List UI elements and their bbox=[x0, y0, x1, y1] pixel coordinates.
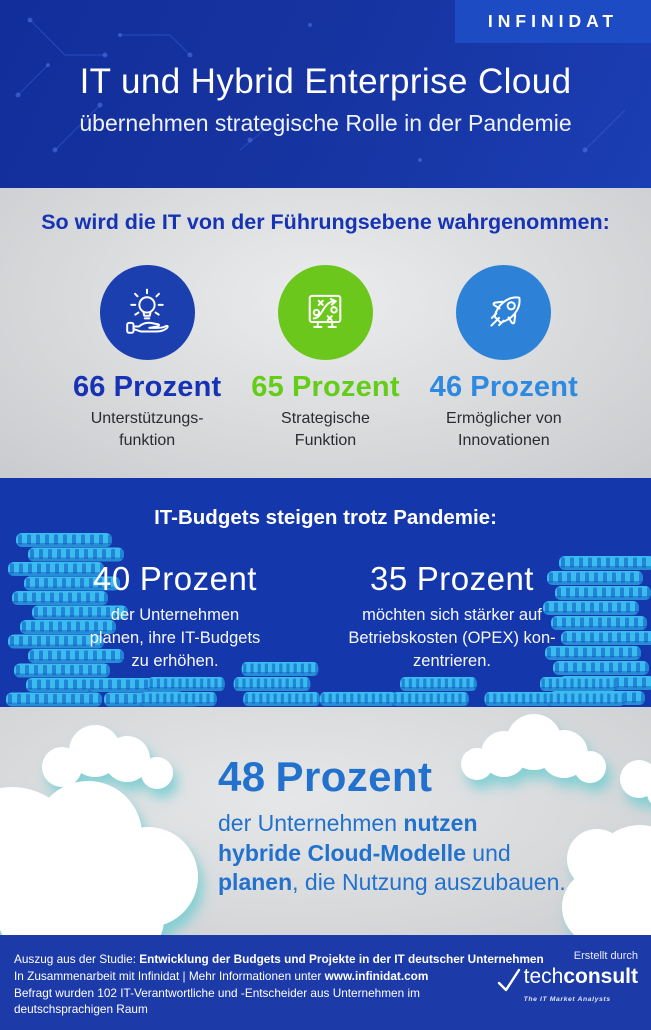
techconsult-tech: tech bbox=[523, 965, 564, 988]
innovation-stat bbox=[415, 371, 593, 404]
strategy-stat-label bbox=[236, 408, 414, 451]
budget-stat-increase-text bbox=[55, 604, 295, 673]
infinidat-url-link[interactable]: www.infinidat.com bbox=[324, 968, 429, 983]
hybrid-cloud-unit: Prozent bbox=[275, 753, 433, 800]
footer-line-sample1: Befragt wurden 102 IT-Verantwortliche und -Entscheider aus Unternehmen im bbox=[14, 985, 420, 1000]
support-stat-value: 66 bbox=[72, 371, 106, 403]
footer-line-cooperation bbox=[14, 968, 544, 985]
infinidat-logo-text: INFINIDAT bbox=[487, 11, 619, 31]
strategy-label-line1: Strategische bbox=[281, 410, 370, 427]
hybrid-cloud-stat bbox=[218, 753, 566, 898]
hybrid-cloud-line2 bbox=[218, 839, 566, 869]
hybrid-cloud-stat-value bbox=[218, 753, 566, 801]
footer-study-info bbox=[14, 951, 544, 1018]
study-prefix: Auszug aus der Studie: bbox=[14, 952, 140, 966]
perception-item-support bbox=[58, 265, 236, 451]
hybrid-cloud-line2-bold: hybride Cloud-Modelle bbox=[218, 839, 466, 866]
techconsult-wordmark bbox=[524, 967, 638, 1010]
hybrid-cloud-number: 48 bbox=[218, 753, 266, 800]
footer-line-sample2: deutschsprachigen Raum bbox=[14, 1002, 148, 1017]
infinidat-logo bbox=[455, 0, 651, 43]
hybrid-cloud-line3-bold: planen bbox=[218, 869, 293, 895]
cloud-bottom-left bbox=[0, 781, 198, 935]
budget-opex-line1: möchten sich stärker auf bbox=[362, 606, 542, 624]
perception-columns bbox=[58, 265, 593, 451]
cloud-puff-right bbox=[620, 760, 651, 808]
budget-stat-opex-text bbox=[328, 604, 576, 673]
budget-stat-opex-value bbox=[328, 560, 576, 598]
hybrid-cloud-line3 bbox=[218, 868, 566, 898]
innovation-stat-label bbox=[415, 408, 593, 451]
strategy-icon-circle bbox=[278, 265, 373, 360]
footer-credit bbox=[497, 950, 638, 1010]
budget-section bbox=[0, 478, 651, 707]
budget-opex-line2: Betriebskosten (OPEX) kon- bbox=[348, 629, 556, 647]
footer bbox=[0, 935, 651, 1030]
support-stat-unit: Prozent bbox=[113, 371, 222, 403]
budget-increase-number: 40 bbox=[93, 560, 131, 597]
header bbox=[0, 0, 651, 188]
hybrid-cloud-line3-regular: , die Nutzung auszubauen. bbox=[292, 869, 566, 895]
budget-opex-number: 35 bbox=[370, 560, 408, 597]
innovation-label-line2: Innovationen bbox=[458, 431, 550, 449]
budget-increase-line3: zu erhöhen. bbox=[131, 652, 219, 670]
techconsult-tagline: The IT Market Analysts bbox=[523, 996, 611, 1003]
strategy-stat-unit: Prozent bbox=[291, 371, 400, 403]
support-icon-circle bbox=[100, 265, 195, 360]
cloud-bottom-right bbox=[562, 825, 651, 935]
support-stat bbox=[58, 371, 236, 404]
perception-item-strategy bbox=[236, 265, 414, 451]
perception-heading: So wird die IT von der Führungsebene wahrgenommen: bbox=[41, 210, 610, 234]
innovation-label-line1: Ermöglicher von bbox=[446, 410, 562, 427]
cloud-top-left bbox=[42, 725, 173, 789]
coop-prefix: In Zusammenarbeit mit Infinidat | Mehr Informationen unter bbox=[14, 968, 325, 983]
budget-increase-line2: planen, ihre IT-Budgets bbox=[89, 629, 261, 647]
hybrid-cloud-line1-regular: der Unternehmen bbox=[218, 810, 404, 836]
budget-increase-unit: Prozent bbox=[139, 560, 257, 597]
budget-opex-line3: zentrieren. bbox=[413, 652, 491, 670]
budget-stat-increase bbox=[55, 560, 295, 673]
innovation-stat-value: 46 bbox=[429, 371, 463, 403]
strategy-board-icon bbox=[298, 286, 352, 340]
budget-heading: IT-Budgets steigen trotz Pandemie: bbox=[154, 506, 497, 529]
support-stat-label bbox=[58, 408, 236, 451]
page-title: IT und Hybrid Enterprise Cloud bbox=[79, 62, 572, 101]
perception-section bbox=[0, 188, 651, 478]
support-label-line2: funktion bbox=[119, 431, 176, 449]
lightbulb-hand-icon bbox=[120, 286, 174, 340]
hybrid-cloud-line1 bbox=[218, 809, 566, 839]
budget-stat-increase-value bbox=[55, 560, 295, 598]
page-subtitle: übernehmen strategische Rolle in der Pandemie bbox=[79, 110, 572, 136]
strategy-stat bbox=[236, 371, 414, 404]
support-label-line1: Unterstützungs- bbox=[90, 410, 204, 427]
budget-increase-line1: der Unternehmen bbox=[110, 606, 240, 624]
hybrid-cloud-line1-bold: nutzen bbox=[403, 810, 478, 836]
budget-opex-unit: Prozent bbox=[416, 560, 534, 597]
credit-label: Erstellt durch bbox=[573, 950, 638, 962]
techconsult-consult: consult bbox=[563, 965, 638, 988]
budget-stat-opex bbox=[328, 560, 576, 673]
innovation-icon-circle bbox=[456, 265, 551, 360]
rocket-icon bbox=[477, 286, 531, 340]
hybrid-cloud-section bbox=[0, 707, 651, 935]
hybrid-cloud-line2-regular: und bbox=[465, 839, 511, 866]
strategy-stat-value: 65 bbox=[251, 371, 284, 403]
study-title: Entwicklung der Budgets und Projekte in der IT deutscher Unternehmen bbox=[139, 952, 544, 966]
techconsult-logo bbox=[497, 967, 638, 1010]
footer-line-study bbox=[14, 951, 544, 968]
perception-item-innovation bbox=[415, 265, 593, 451]
strategy-label-line2: Funktion bbox=[294, 431, 357, 449]
innovation-stat-unit: Prozent bbox=[470, 371, 579, 403]
checkmark-icon bbox=[497, 967, 521, 993]
